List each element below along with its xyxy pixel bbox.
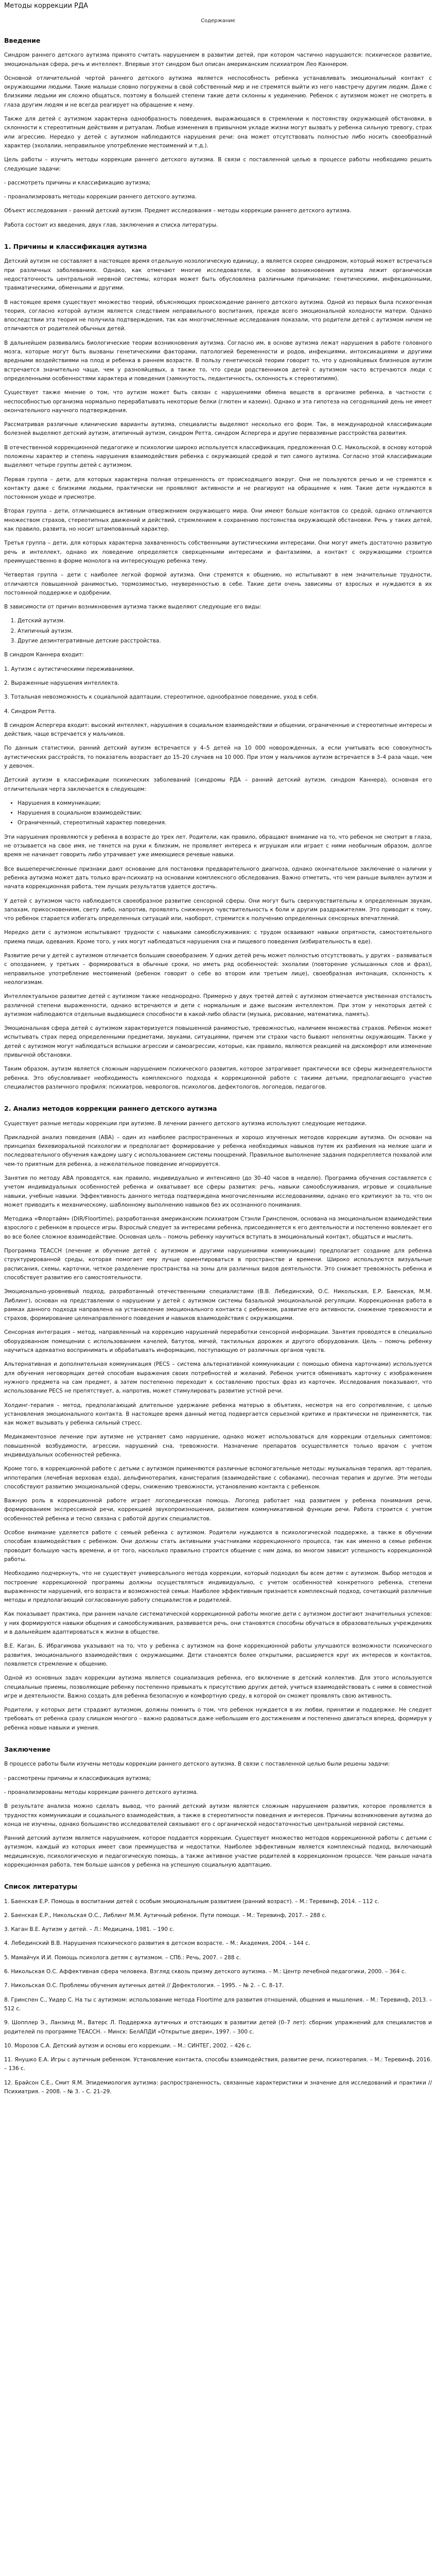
bibliography-entry: 8. Гринспен С., Уидер С. На ты с аутизмом: использование метода Floortime для развития отношений, общения и мышления. – М.: Теревинф, 2013. – 512 с. [4, 1996, 432, 2012]
paragraph: - проанализированы методы коррекции раннего детского аутизма. [4, 1789, 198, 1795]
paragraph: Существует разные методы коррекции при аутизме. В лечении раннего детского аутизма используют следующие методики. [4, 1120, 367, 1127]
paragraph: Холдинг-терапия – метод, предполагающий длительное удержание ребенка матерью в объятиях, несмотря на его сопротивление, с целью установления эмоционального контакта. В настоящее время данный метод подвергается серьезной критике и практически не применяется, так как может вызывать у ребенка сильный стресс. [4, 1402, 432, 1427]
paragraph: - рассмотрены причины и классификация аутизма; [4, 1775, 151, 1782]
paragraph: Родители, у которых дети страдают аутизмом, должны помнить о том, что ребенок нуждается в их любви, принятии и поддержке. Не следует требовать от ребенка сразу слишком многого – важно радоваться даже небольшим его достижениям и постепенно двигаться вперед, формируя у ребенка новые навыки и умения. [4, 1707, 432, 1731]
paragraph: Прикладной анализ поведения (ABA) – один из наиболее распространенных и хорошо изученных методов коррекции аутизма. Он основан на принципах бихевиоральной психологии и предполагает формирование у ребенка необходимых навыков путем их разбиения на мелкие шаги и последовательного обучения каждому шагу с использованием системы поощрений. Правильное выполнение задания подкрепляется похвалой или чем-то приятным для ребенка, а нежелательное поведение игнорируется. [4, 1134, 432, 1167]
paragraph: Нередко дети с аутизмом испытывают трудности с навыками самообслуживания: с трудом осваивают навыки опрятности, самостоятельного приема пищи, одевания. Кроме того, у них могут наблюдаться нарушения сна и пищевого поведения (избирательность в еде). [4, 929, 432, 945]
paragraph: Существует также мнение о том, что аутизм может быть связан с нарушениями обмена веществ в организме ребенка, в частности с неспособностью организма нормально перерабатывать некоторые белки (глютен и казеин). Однако и эта гипотеза на сегодняшний день не имеет окончательного научного подтверждения. [4, 389, 432, 414]
bibliography-entry: 10. Морозов С.А. Детский аутизм и основы его коррекции. – М.: СИНТЕГ, 2002. – 426 с. [4, 2042, 252, 2049]
numbered-list [4, 617, 432, 646]
list-item: 1. Детский аутизм. [18, 617, 432, 625]
list-item: 2. Атипичный аутизм. [18, 627, 432, 636]
paragraph: У детей с аутизмом часто наблюдается своеобразное развитие сенсорной сферы. Они могут быть сверхчувствительны к определенным звукам, запахам, прикосновениям, свету либо, напротив, проявлять сниженную чувствительность к боли и другим раздражителям. Это приводит к тому, что ребенок старается избегать определенных ситуаций или, наоборот, стремится к получению определенных сенсорных впечатлений. [4, 897, 432, 922]
section-heading: Введение [4, 37, 41, 44]
paragraph: Третья группа – дети, для которых характерна захваченность собственными аутистическими интересами. Они могут иметь достаточно развитую речь и интеллект, однако их поведение определяется сверхценными интересами и фантазиями, а контакт с окружающими строится преимущественно в форме монолога на интересующую ребенка тему. [4, 540, 432, 564]
document-body [4, 36, 432, 2096]
paragraph: В.Е. Каган, Б. Ибрагимова указывают на то, что у ребенка с аутизмом на фоне коррекционной работы улучшаются возможности психического развития, эмоционального взаимодействия с окружающими. Дети становятся более открытыми, расширяется круг их интересов и контактов, появляется стремление к общению. [4, 1643, 432, 1667]
page-title: Методы коррекции РДА [4, 2, 89, 10]
paragraph: Рассматривая различные клинические варианты аутизма, специалисты выделяют несколько его форм. Так, в международной классификации болезней выделяют детский аутизм, атипичный аутизм, синдром Ретта, синдром Аспергера и другие первазивные расстройства развития. [4, 421, 432, 437]
section-heading: Заключение [4, 1745, 51, 1754]
list-item: • Ограниченный, стереотипный характер поведения. [18, 819, 432, 827]
bullet-list [4, 799, 432, 828]
paragraph: 3. Тотальная невозможность к социальной адаптации, стереотипное, однообразное поведение, уход в себя. [4, 694, 318, 701]
paragraph: Особое внимание уделяется работе с семьей ребенка с аутизмом. Родители нуждаются в психологической поддержке, а также в обучении способам взаимодействия с ребенком. Они должны стать активными участниками коррекционного процесса, так как именно в семье ребенок проводит большую часть времени, и от того, насколько правильно строится общение с ним дома, во многом зависит успешность коррекционной работы. [4, 1530, 432, 1563]
list-item: 3. Другие дезинтегративные детские расстройства. [18, 637, 432, 646]
paragraph: По данным статистики, ранний детский аутизм встречается у 4–5 детей на 10 000 новорожденных, а если учитывать всю совокупность аутистических расстройств, то показатель возрастает до 15–20 случаев на 10 000. При этом у мальчиков аутизм встречается в 3–4 раза чаще, чем у девочек. [4, 745, 432, 769]
paragraph: Эмоциональная сфера детей с аутизмом характеризуется повышенной ранимостью, тревожностью, наличием множества страхов. Ребенок может испытывать страх перед определенными предметами, звуками, ситуациями, причем эти страхи часто бывают непонятны окружающим. Также у детей с аутизмом могут наблюдаться вспышки агрессии и самоагрессии, которые, как правило, являются реакцией на дискомфорт или изменение привычной обстановки. [4, 1025, 432, 1059]
paragraph: Первая группа – дети, для которых характерна полная отрешенность от происходящего вокруг. Они не пользуются речью и не стремятся к контакту даже с близкими людьми, практически не проявляют активности и не реагируют на обращение к ним. Такие дети нуждаются в постоянном уходе и присмотре. [4, 476, 432, 501]
section-heading: 2. Анализ методов коррекции раннего детского аутизма [4, 1105, 217, 1113]
paragraph: 4. Синдром Ретта. [4, 708, 56, 715]
paragraph: Объект исследования – ранний детский аутизм. Предмет исследования – методы коррекции раннего детского аутизма. [4, 208, 352, 214]
paragraph: В дальнейшем развивались биологические теории возникновения аутизма. Согласно им, в основе аутизма лежат нарушения в работе головного мозга, которые могут быть вызваны генетическими факторами, патологией беременности и родов, инфекциями, интоксикациями и другими вредными воздействиями на плод и ребенка в раннем возрасте. В пользу генетической теории говорит то, что у однояйцевых близнецов аутизм встречается значительно чаще, чем у разнояйцевых, а также то, что среди родственников детей с аутизмом часто встречаются люди с определенными особенностями характера и поведения (замкнутость, педантичность, склонность к стереотипиям). [4, 340, 432, 382]
paragraph: Ранний детский аутизм является нарушением, которое поддается коррекции. Существует множество методов коррекционной работы с детьми с аутизмом, каждый из которых имеет свои преимущества и недостатки. Наиболее эффективным является комплексный подход, включающий медицинскую, психологическую и педагогическую помощь, а также активное участие родителей в коррекционном процессе. Чем раньше начата коррекционная работа, тем больше шансов у ребенка на успешную социальную адаптацию. [4, 1835, 432, 1868]
list-item: • Нарушения в коммуникации; [18, 799, 432, 808]
paragraph: Детский аутизм в классификации психических заболеваний (синдромы РДА – ранний детский аутизм, синдром Каннера), основная его отличительная черта заключается в следующем: [4, 777, 432, 792]
paragraph: В зависимости от причин возникновения аутизма также выделяют следующие его виды: [4, 604, 261, 611]
paragraph: В синдром Каннера входит: [4, 652, 84, 658]
paragraph: Альтернативная и дополнительная коммуникация (PECS – система альтернативной коммуникации с помощью обмена карточками) используется для обучения неговорящих детей способам выражения своих потребностей и желаний. Ребенок учится обменивать карточку с изображением нужного предмета на сам предмет, а затем постепенно переходит к составлению простых фраз из карточек. Исследования показывают, что использование PECS не препятствует, а, напротив, может стимулировать развитие устной речи. [4, 1361, 432, 1395]
paragraph: Синдром раннего детского аутизма принято считать нарушением в развитии детей, при котором частично нарушаются: психическое развитие, эмоциональная сфера, речь и интеллект. Впервые этот синдром был описан американским психиатром Лео Каннером. [4, 52, 432, 67]
paragraph: Таким образом, аутизм является сложным нарушением психического развития, которое затрагивает практически все сферы жизнедеятельности ребенка. Это обусловливает необходимость комплексного подхода к коррекционной работе с такими детьми, предполагающего участие специалистов различного профиля: психиатров, неврологов, психологов, дефектологов, логопедов, педагогов. [4, 1066, 432, 1090]
paragraph: Основной отличительной чертой раннего детского аутизма является неспособность ребенка устанавливать эмоциональный контакт с окружающими людьми. Такие малыши словно погружены в свой собственный мир и не стремятся выйти из него навстречу другим людям. Даже с близкими людьми им сложно общаться, поэтому в большей степени такие дети склонны к уединению. Ребенок с аутизмом может не смотреть в глаза другим людям и не всегда реагирует на обращение к нему. [4, 75, 432, 108]
paragraph: Четвертая группа – дети с наиболее легкой формой аутизма. Они стремятся к общению, но испытывают в нем значительные трудности, отличаются повышенной ранимостью, тормозимостью, неуверенностью в себе. Такие дети очень зависимы от взрослых и нуждаются в их постоянной поддержке и одобрении. [4, 572, 432, 596]
section-heading: Список литературы [4, 1883, 78, 1891]
bibliography-entry: 4. Лебединский В.В. Нарушения психического развития в детском возрасте. – М.: Академия, 2004. – 144 с. [4, 1940, 310, 1947]
paragraph: Детский аутизм не составляет в настоящее время отдельную нозологическую единицу, а является скорее синдромом, который может встречаться при различных заболеваниях. Однако, как отмечают многие исследователи, в основе возникновения аутизма лежит органическая недостаточность центральной нервной системы, которая может быть обусловлена различными причинами: генетическими, инфекционными, травматическими, обменными и другими. [4, 258, 432, 292]
bibliography-entry: 9. Шопплер Э., Ланзинд М., Ватерс Л. Поддержка аутичных и отстающих в развитии детей (0–7 лет): сборник упражнений для специалистов и родителей по программе TEACCH. – Минск: БелАПДИ «Открытые двери», 1997. – 300 с. [4, 2020, 432, 2035]
paragraph: Развитие речи у детей с аутизмом отличается большим своеобразием. У одних детей речь может полностью отсутствовать, у других – развиваться с опозданием, у третьих – формироваться в обычные сроки, но иметь ряд особенностей: эхолалии (повторение услышанных слов и фраз), неправильное употребление местоимений (ребенок говорит о себе во втором или третьем лице), своеобразная интонация, склонность к неологизмам. [4, 953, 432, 986]
paragraph: Также для детей с аутизмом характерна однообразность поведения, выражающаяся в стремлении к постоянству окружающей обстановки, в склонности к стереотипным действиям и ритуалам. Любые изменения в привычном укладе жизни могут вызвать у ребенка сильную тревогу, страх или агрессию. Нередко у детей с аутизмом наблюдаются нарушения речи: она может отсутствовать полностью либо носить своеобразный характер (эхолалии, неправильное употребление местоимений и т.д.). [4, 116, 432, 149]
paragraph: Все вышеперечисленные признаки дают основание для постановки предварительного диагноза, однако окончательное заключение о наличии у ребенка аутизма может дать только врач-психиатр на основании комплексного обследования. Важно отметить, что чем раньше выявлен аутизм и начата коррекционная работа, тем лучших результатов удается достичь. [4, 866, 432, 890]
paragraph: Одной из основных задач коррекции аутизма является социализация ребенка, его включение в детский коллектив. Для этого используются специальные приемы, позволяющие ребенку постепенно привыкать к присутствию других детей, учиться взаимодействовать с ними в совместной игре и деятельности. Важно создать для ребенка безопасную и комфортную среду, в которой он сможет проявлять свою активность. [4, 1675, 432, 1699]
paragraph: Как показывает практика, при раннем начале систематической коррекционной работы многие дети с аутизмом достигают значительных успехов: у них формируются навыки общения и самообслуживания, развивается речь, они становятся способны обучаться в образовательных учреждениях и в дальнейшем адаптироваться к жизни в обществе. [4, 1611, 432, 1636]
bibliography-entry: 11. Янушко Е.А. Игры с аутичным ребенком. Установление контакта, способы взаимодействия, развитие речи, психотерапия. – М.: Теревинф, 2016. – 136 с. [4, 2057, 432, 2072]
paragraph: Важную роль в коррекционной работе играет логопедическая помощь. Логопед работает над развитием у ребенка понимания речи, формированием экспрессивной речи, коррекцией звукопроизношения, развитием коммуникативной функции речи. Работа строится с учетом особенностей ребенка и тесно связана с работой других специалистов. [4, 1498, 432, 1522]
bibliography-entry: 2. Баенская Е.Р., Никольская О.С., Либлинг М.М. Аутичный ребенок. Пути помощи. – М.: Теревинф, 2017. – 288 с. [4, 1912, 327, 1919]
paragraph: 1. Аутизм с аутистическими переживаниями. [4, 666, 135, 672]
paragraph: В настоящее время существует множество теорий, объясняющих происхождение раннего детского аутизма. Одной из первых была психогенная теория, согласно которой аутизм является следствием неправильного воспитания, прежде всего эмоциональной холодности матери. Однако впоследствии эта теория не получила подтверждения, так как многочисленные исследования показали, что родители детей с аутизмом ничем не отличаются от родителей обычных детей. [4, 299, 432, 332]
bibliography-entry: 3. Каган В.Е. Аутизм у детей. – Л.: Медицина, 1981. – 190 с. [4, 1926, 175, 1933]
section-heading: 1. Причины и классификация аутизма [4, 243, 147, 251]
paragraph: Работа состоит из введения, двух глав, заключения и списка литературы. [4, 222, 218, 228]
paragraph: Эмоционально-уровневый подход, разработанный отечественными специалистами (В.В. Лебединский, О.С. Никольская, Е.Р. Баенская, М.М. Либлинг), основан на представлении о нарушении у детей с аутизмом системы базальной эмоциональной регуляции. Коррекционная работа в рамках данного подхода направлена на установление эмоционального контакта с ребенком, развитие его активности, снижение тревожности и страхов, формирование целенаправленного поведения и навыков взаимодействия с окружающими. [4, 1289, 432, 1322]
bibliography-entry: 12. Брайсон С.Е., Смит Я.М. Эпидемиология аутизма: распространенность, связанные характеристики и значение для исследований и практики // Психиатрия. – 2008. – № 3. – С. 21–29. [4, 2079, 432, 2095]
bibliography-entry: 5. Мамайчук И.И. Помощь психолога детям с аутизмом. – СПб.: Речь, 2007. – 288 с. [4, 1954, 241, 1961]
paragraph: Эти нарушения проявляются у ребенка в возрасте до трех лет. Родители, как правило, обращают внимание на то, что ребенок не смотрит в глаза, не отзывается на свое имя, не тянется на руки к близким, не проявляет интереса к игрушкам или играет с ними необычным образом, долгое время не начинает говорить либо утрачивает уже имеющиеся речевые навыки. [4, 834, 432, 858]
paragraph: Методика «Флортайм» (DIR/Floortime), разработанная американским психиатром Стэнли Гринспеном, основана на эмоциональном взаимодействии взрослого с ребенком в процессе игры. Взрослый следует за интересами ребенка, присоединяется к его деятельности и постепенно вовлекает его во все более сложное взаимодействие. Основная цель – помочь ребенку научиться вступать в эмоциональный контакт, общаться и мыслить. [4, 1216, 432, 1240]
bibliography-entry: 1. Баенская Е.Р. Помощь в воспитании детей с особым эмоциональным развитием (ранний возраст). – М.: Теревинф, 2014. – 112 с. [4, 1898, 379, 1905]
paragraph: - рассмотреть причины и классификацию аутизма; [4, 179, 151, 186]
paragraph: Программа TEACCH (лечение и обучение детей с аутизмом и другими нарушениями коммуникации) предполагает создание для ребенка структурированной среды, которая помогает ему лучше ориентироваться в пространстве и времени. Широко используются визуальные расписания, схемы, карточки, четкое разделение пространства на зоны для различных видов деятельности. Это снижает тревожность ребенка и способствует развитию его самостоятельности. [4, 1248, 432, 1281]
paragraph: Необходимо подчеркнуть, что не существует универсального метода коррекции, который подходил бы всем детям с аутизмом. Выбор методов и построение коррекционной программы должны осуществляться индивидуально, с учетом особенностей конкретного ребенка, степени выраженности нарушений, его возраста и возможностей семьи. Наиболее эффективным признается комплексный подход, сочетающий различные методы и предполагающий согласованную работу специалистов и родителей. [4, 1570, 432, 1604]
list-item: • Нарушения в социальном взаимодействии; [18, 809, 432, 818]
bibliography-entry: 7. Никольская О.С. Проблемы обучения аутичных детей // Дефектология. – 1995. – № 2. – С. 8–17. [4, 1982, 284, 1989]
paragraph: В процессе работы были изучены методы коррекции раннего детского аутизма. В связи с поставленной целью были решены задачи: [4, 1761, 390, 1768]
bibliography-list [4, 1897, 432, 2097]
paragraph: Интеллектуальное развитие детей с аутизмом также неоднородно. Примерно у двух третей детей с аутизмом отмечается умственная отсталость различной степени выраженности, однако встречаются и дети с нормальным и даже высоким интеллектом. При этом у некоторых детей с аутизмом наблюдаются отдельные выдающиеся способности в какой-либо области (музыка, рисование, математика, память). [4, 993, 432, 1018]
paragraph: В отечественной коррекционной педагогике и психологии широко используется классификация, предложенная О.С. Никольской, в основу которой положены характер и степень нарушения взаимодействия ребенка с окружающей средой и тип самого аутизма. Согласно этой классификации выделяют четыре группы детей с аутизмом. [4, 444, 432, 469]
toc-label[interactable]: Содержание [201, 18, 235, 24]
paragraph: - проанализировать методы коррекции раннего детского аутизма. [4, 194, 197, 200]
paragraph: В синдром Аспергера входит: высокий интеллект, нарушения в социальном взаимодействии и общении, ограниченные и стереотипные интересы и действия, чаще встречается у мальчиков. [4, 722, 432, 738]
paragraph: Кроме того, в коррекционной работе с детьми с аутизмом применяются различные вспомогательные методы: музыкальная терапия, арт-терапия, иппотерапия (лечебная верховая езда), дельфинотерапия, канистерапия (взаимодействие с собаками), песочная терапия и другие. Эти методы способствуют развитию эмоциональной сферы, снижению тревожности, установлению контакта с ребенком. [4, 1466, 432, 1490]
paragraph: Сенсорная интеграция – метод, направленный на коррекцию нарушений переработки сенсорной информации. Занятия проводятся в специально оборудованном помещении с использованием качелей, батутов, мячей, тактильных дорожек и другого оборудования. Цель – помочь ребенку научиться адекватно воспринимать и обрабатывать информацию, поступающую от различных органов чувств. [4, 1329, 432, 1354]
paragraph: Цель работы – изучить методы коррекции раннего детского аутизма. В связи с поставленной целью в процессе работы необходимо решить следующие задачи: [4, 157, 432, 172]
paragraph: 2. Выраженные нарушения интеллекта. [4, 680, 119, 686]
paragraph: Медикаментозное лечение при аутизме не устраняет само нарушение, однако может использоваться для коррекции отдельных симптомов: повышенной возбудимости, агрессии, нарушений сна, тревожности. Назначение препаратов осуществляется только врачом с учетом индивидуальных особенностей ребенка. [4, 1434, 432, 1458]
paragraph: Занятия по методу ABA проводятся, как правило, индивидуально и интенсивно (до 30–40 часов в неделю). Программа обучения составляется с учетом индивидуальных особенностей ребенка и охватывает все сферы развития: речь, навыки самообслуживания, игровые и социальные навыки, учебные навыки. Эффективность данного метода подтверждена многочисленными исследованиями, однако его критикуют за то, что он может приводить к механическому, шаблонному выполнению навыков без их осознанного понимания. [4, 1175, 432, 1208]
paragraph: В результате анализа можно сделать вывод, что ранний детский аутизм является сложным нарушением развития, которое проявляется в трудностях коммуникации и социального взаимодействия, а также в стереотипности поведения и интересов. Причины возникновения аутизма до конца не изучены, однако большинство исследователей связывают его с органической недостаточностью центральной нервной системы. [4, 1803, 432, 1827]
bibliography-entry: 6. Никольская О.С. Аффективная сфера человека. Взгляд сквозь призму детского аутизма. – М.: Центр лечебной педагогики, 2000. – 364 с. [4, 1969, 406, 1975]
paragraph: Вторая группа – дети, отличающиеся активным отвержением окружающего мира. Они имеют больше контактов со средой, однако отличаются множеством страхов, стереотипных движений и действий, стремлением к сохранению постоянства окружающей обстановки. Речь у таких детей, как правило, развита, но носит штампованный характер. [4, 508, 432, 533]
